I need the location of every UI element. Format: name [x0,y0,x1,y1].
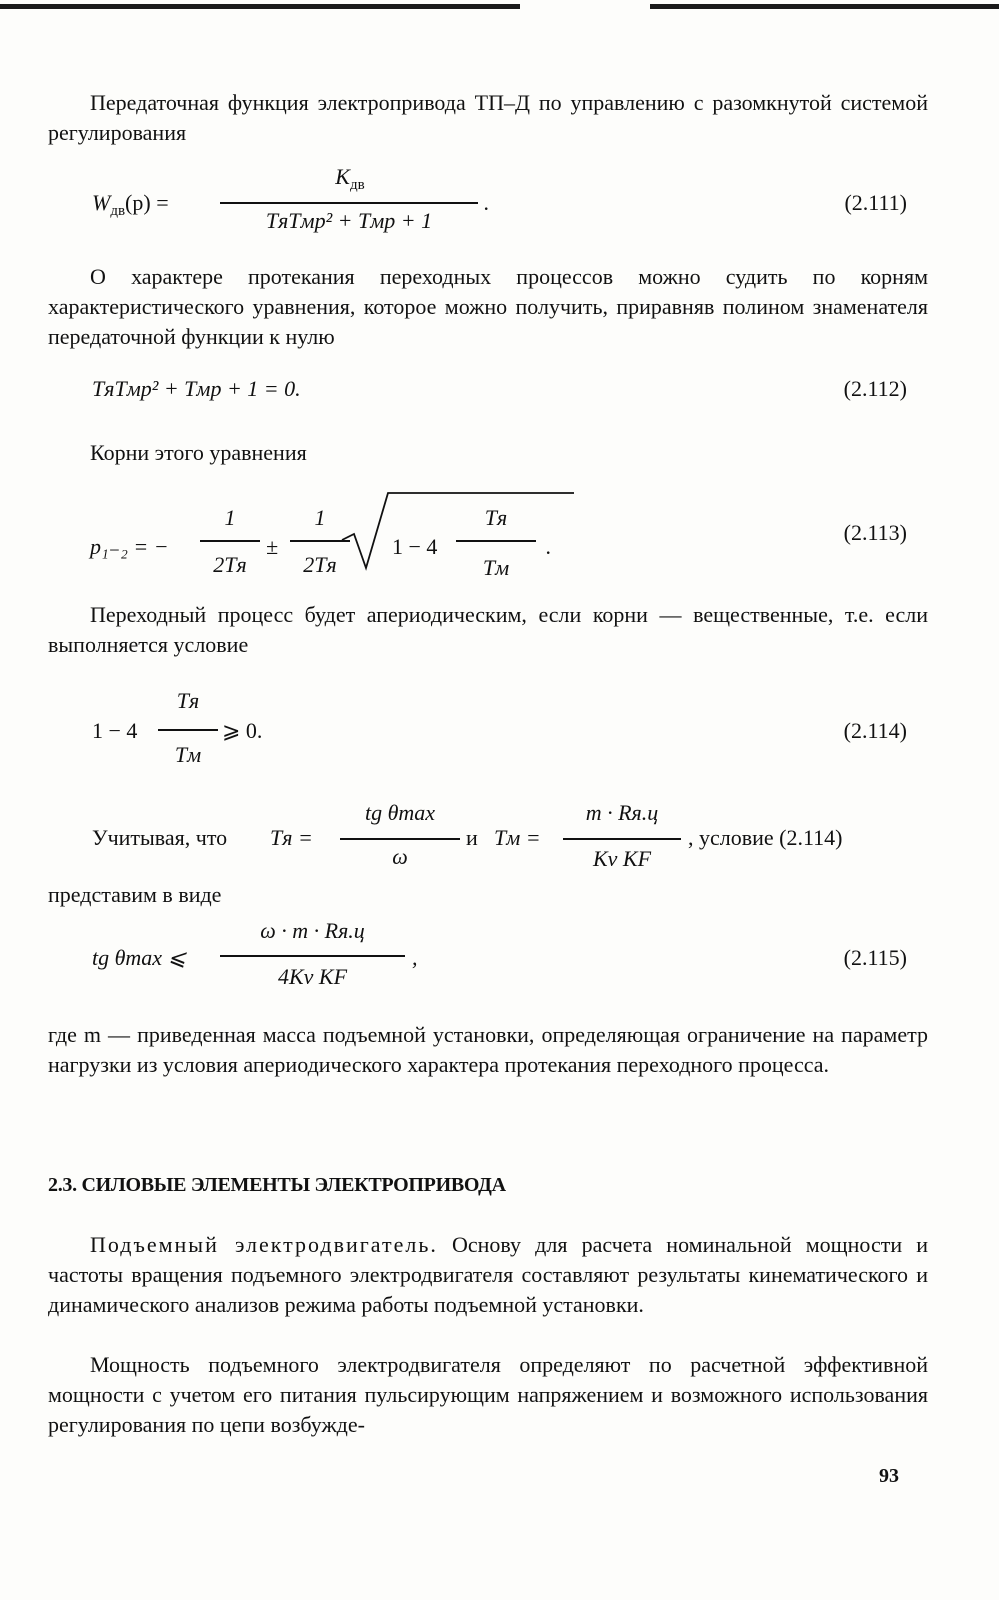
scan-edge-gap [520,3,650,10]
eq113-number: (2.113) [843,520,907,545]
eq115-lhs: tg θmax ⩽ [92,945,187,970]
line5-lead: Учитывая, что [92,825,228,850]
line5-t2: Tм = [494,825,541,850]
paragraph-where-m: где m — приведенная масса подъемной установки, определяющая ограничение на параметр нагрузки из условия апериодического характера протекания переходного процесса. [48,1022,928,1077]
line5-f1-den: ω [392,844,408,869]
run-in-heading: Подъемный электродвигатель. [90,1232,438,1257]
line5-and: и [466,825,478,850]
eq113-f1-den: 2Tя [213,552,247,577]
eq115-den: 4Kv KF [277,964,348,989]
line5-f1-bar [340,838,460,840]
eq113-f1-num: 1 [224,505,236,530]
eq111-tail: . [484,190,490,215]
paragraph-aperiodic: Переходный процесс будет апериодическим, если корни — вещественные, т.е. если выполняется условие [48,602,928,657]
eq113-pm: ± [266,534,279,559]
line5-f2-num: m · Rя.ц [585,800,659,825]
eq114-num: Tя [176,688,200,713]
eq111-numerator: $K_{дв}$ [335,164,365,193]
eq113-f2-den: 2Tя [303,552,337,577]
paragraph-power: Мощность подъемного электродвигателя определяют по расчетной эффективной мощности с учетом его питания пульсирующим напряжением и возможного использования регулирования по цепи возбужде- [48,1352,928,1437]
line5-tail: , условие (2.114) [688,825,843,850]
equation-2-112: TяTмp² + Tмp + 1 = 0. [92,376,301,401]
paragraph-motor: Подъемный электродвигатель. Основу для расчета номинальной мощности и частоты вращения подъемного электродвигателя составляют результаты кинематического и динамического анализов режима работы подъемной установки. [48,1232,928,1317]
eq113-rad-bar [456,540,536,542]
eq114-number: (2.114) [843,718,907,743]
section-heading: 2.3. СИЛОВЫЕ ЭЛЕМЕНТЫ ЭЛЕКТРОПРИВОДА [48,1174,506,1196]
eq111-denominator: TяTмp² + Tмp + 1 [265,208,433,233]
eq114-pre: 1 − 4 [92,718,138,743]
eq112-number: (2.112) [843,376,907,401]
line5-f2-bar [563,838,681,840]
eq113-rad-num: Tя [484,505,508,530]
eq113-f1-bar [200,540,260,542]
eq113-rad-den: Tм [482,555,510,580]
eq113-tail: . [546,534,552,559]
paragraph-roots: О характере протекания переходных процессов можно судить по корням характеристического уравнения, которое можно получить, приравняв полином знаменателя передаточной функции к нулю [48,264,928,349]
paragraph-transfer-function: Передаточная функция электропривода ТП–Д по управлению с разомкнутой системой регулирования [48,90,928,145]
page-number: 93 [879,1465,899,1487]
line5-f2-den: Kv KF [592,846,652,871]
eq111-lhs: $W_{дв}(p)$ = [92,190,169,219]
eq114-bar [158,729,218,731]
eq111-number: (2.111) [844,190,907,215]
line5-f1-num: tg θmax [364,800,436,825]
eq114-post: ⩾ 0. [222,718,263,743]
paragraph-represent: представим в виде [48,882,222,907]
eq111-fraction-bar [220,202,478,204]
eq114-den: Tм [174,742,202,767]
paragraph-roots-intro: Корни этого уравнения [90,440,307,465]
scan-edge-line [0,4,999,9]
eq113-rad-pre: 1 − 4 [392,534,438,559]
eq115-num: ω · m · Rя.ц [260,918,365,943]
eq115-bar [220,955,405,957]
eq113-f2-num: 1 [314,505,326,530]
line5-t1: Tя = [270,825,313,850]
eq115-number: (2.115) [843,945,907,970]
eq115-tail: , [412,945,418,970]
eq113-lhs: p₁₋₂ = − [90,534,169,559]
